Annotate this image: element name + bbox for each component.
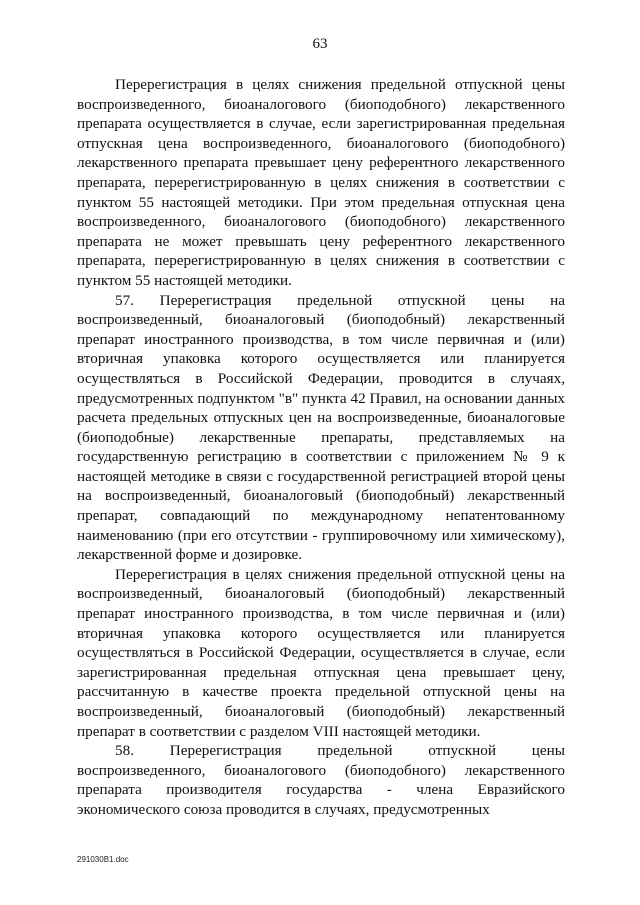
paragraph-item-58: 58. Перерегистрация предельной отпускной цены воспроизведенного, биоаналогового (биоподобного) лекарственного препарата производителя государства - члена Евразийского экономического союза проводится в случаях, предусмотренных xyxy=(77,742,565,818)
paragraph-item-57: 57. Перерегистрация предельной отпускной цены на воспроизведенный, биоаналоговый (биоподобный) лекарственный препарат иностранного производства, в том числе первичная и (или) вторичная упаковка которого осуществляется или планируется осуществляться в Российской Федерации, проводится в случаях, предусмотренных подпунктом "в" пункта 42 Правил, на основании данных расчета предельных отпускных цен на воспроизведенные, биоаналоговые (биоподобные) лекарственные препараты, представляемых на государственную регистрацию в соответствии с приложением № 9 к настоящей методике в связи с государственной регистрацией второй цены на воспроизведенный, биоаналоговый (биоподобный) лекарственный препарат, совпадающий по международному непатентованному наименованию (при его отсутствии - группировочному или химическому), лекарственной форме и дозировке. xyxy=(77,291,565,564)
file-name-footer: 291030B1.doc xyxy=(77,855,129,864)
page-number: 63 xyxy=(312,36,328,52)
document-body xyxy=(77,75,565,820)
paragraph-reregistration-reduction: Перерегистрация в целях снижения предельной отпускной цены воспроизведенного, биоаналогового (биоподобного) лекарственного препарата осуществляется в случае, если зарегистрированная предельная отпускная цена воспроизведенного, биоаналогового (биоподобного) лекарственного препарата превышает цену референтного лекарственного препарата, перерегистрированную в целях снижения в соответствии с пунктом 55 настоящей методики. При этом предельная отпускная цена воспроизведенного, биоаналогового (биоподобного) лекарственного препарата не может превышать цену референтного лекарственного препарата, перерегистрированную в целях снижения в соответствии с пунктом 55 настоящей методики. xyxy=(77,76,565,289)
paragraph-reregistration-foreign: Перерегистрация в целях снижения предельной отпускной цены на воспроизведенный, биоаналоговый (биоподобный) лекарственный препарат иностранного производства, в том числе первичная и (или) вторичная упаковка которого осуществляется или планируется осуществляться в Российской Федерации, осуществляется в случае, если зарегистрированная предельная отпускная цена превышает цену, рассчитанную в качестве проекта предельной отпускной цены на воспроизведенный, биоаналоговый (биоподобный) лекарственный препарат в соответствии с разделом VIII настоящей методики. xyxy=(77,565,565,740)
